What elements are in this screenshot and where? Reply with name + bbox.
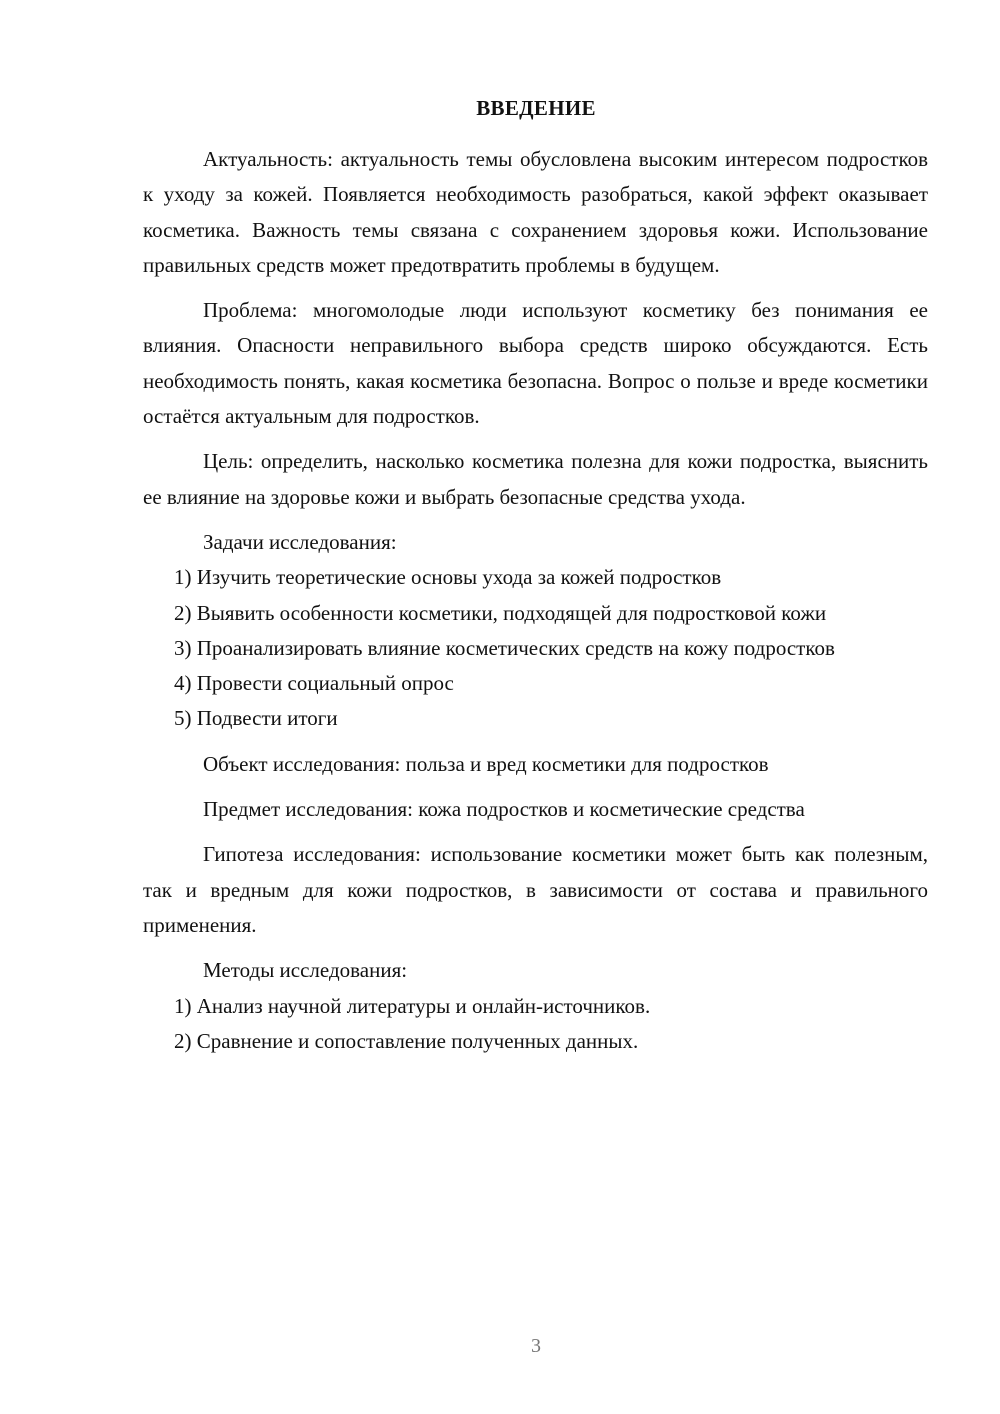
tasks-title: Задачи исследования: — [203, 529, 397, 554]
page-title: ВВЕДЕНИЕ — [476, 96, 596, 120]
task-item: 2) Выявить особенности косметики, подходящей для подростковой кожи — [174, 600, 827, 625]
paragraph-goal: Цель: определить, насколько косметика полезна для кожи подростка, выяснить ее влияние на здоровье кожи и выбрать безопасные средства ухода. — [143, 449, 928, 509]
method-item: 1) Анализ научной литературы и онлайн-источников. — [174, 993, 651, 1018]
paragraph-problem: Проблема: многомолодые люди используют косметику без понимания ее влияния. Опасности неправильного выбора средств широко обсуждаются. Есть необходимость понять, какая косметика безопасна. Вопрос о пользе и вреде косметики остаётся актуальным для подростков. — [143, 298, 928, 429]
task-item: 4) Провести социальный опрос — [174, 671, 454, 696]
document-body — [143, 142, 928, 1059]
page-number: 3 — [531, 1335, 541, 1357]
task-item: 1) Изучить теоретические основы ухода за кожей подростков — [174, 565, 722, 590]
methods-title: Методы исследования: — [203, 958, 408, 983]
paragraph-object: Объект исследования: польза и вред косметики для подростков — [203, 751, 769, 776]
paragraph-subject: Предмет исследования: кожа подростков и косметические средства — [203, 797, 805, 822]
task-item: 3) Проанализировать влияние косметических средств на кожу подростков — [174, 635, 835, 660]
paragraph-hypothesis: Гипотеза исследования: использование косметики может быть как полезным, так и вредным для кожи подростков, в зависимости от состава и правильного применения. — [143, 842, 928, 937]
task-item: 5) Подвести итоги — [174, 706, 338, 731]
paragraph-relevance: Актуальность: актуальность темы обусловлена высоким интересом подростков к уходу за кожей. Появляется необходимость разобраться, какой эффект оказывает косметика. Важность темы связана с сохранением здоровья кожи. Использование правильных средств может предотвратить проблемы в будущем. — [143, 147, 928, 277]
method-item: 2) Сравнение и сопоставление полученных данных. — [174, 1028, 639, 1053]
